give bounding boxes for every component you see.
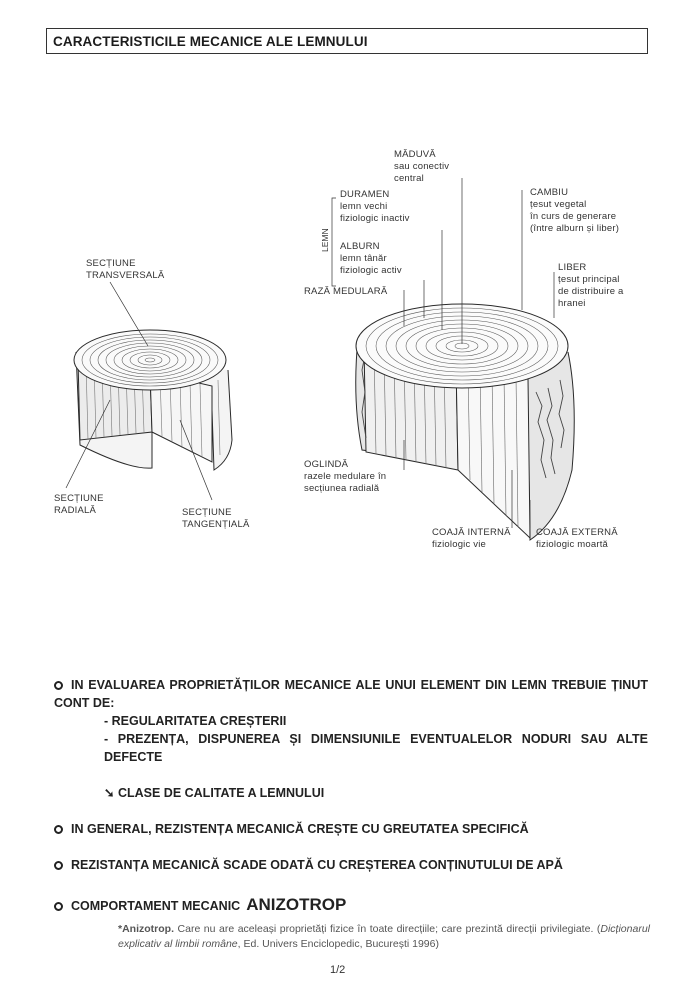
- label-sectiune-tangentiala: SECȚIUNE TANGENȚIALĂ: [182, 507, 250, 530]
- anizotrop-term: ANIZOTROP: [246, 895, 347, 914]
- label-duramen: DURAMEN lemn vechi fiziologic inactiv: [340, 189, 410, 224]
- label-liber: LIBER țesut principal de distribuire a hranei: [558, 262, 624, 309]
- label-lemn-vertical: LEMN: [320, 228, 330, 252]
- bullet-rezistenta-creste: IN GENERAL, REZISTENȚA MECANICĂ CREȘTE CU GREUTATEA SPECIFICĂ: [54, 820, 648, 838]
- bullet-dot: [54, 861, 63, 870]
- label-maduva: MĂDUVĂ sau conectiv central: [394, 149, 450, 184]
- label-raza-medulara: RAZĂ MEDULARĂ: [304, 286, 388, 297]
- arrow-icon: ➘: [104, 786, 118, 800]
- label-coaja-externa: COAJĂ EXTERNĂ fiziologic moartă: [536, 527, 618, 550]
- label-alburn: ALBURN lemn tânăr fiziologic activ: [340, 241, 402, 276]
- right-log-illustration: [356, 304, 575, 540]
- page-number: 1/2: [330, 964, 346, 976]
- footnote-source: Dicționarul explicativ al limbii române: [118, 923, 650, 950]
- bullet-evaluare: [54, 676, 648, 712]
- footnote-definition: *Anizotrop. Care nu are aceleași proprietăți fizice în toate direcțiile; care prezintă direcții privilegiate. (Dicționarul explicativ al limbii române, Ed. Univers Enciclopedic, București 1996): [118, 923, 650, 950]
- sub-item-regularitate: - REGULARITATEA CREȘTERII: [104, 714, 287, 728]
- label-oglinda: OGLINDĂ razele medulare în secțiunea radială: [304, 459, 387, 494]
- label-sectiune-transversala: SECȚIUNE TRANSVERSALĂ: [86, 258, 165, 281]
- label-sectiune-radiala: SECȚIUNE RADIALĂ: [54, 493, 104, 516]
- bullet-rezistanta-scade: REZISTANȚA MECANICĂ SCADE ODATĂ CU CREȘTEREA CONȚINUTULUI DE APĂ: [54, 856, 648, 874]
- label-cambiu: CAMBIU țesut vegetal în curs de generare (între alburn și liber): [530, 187, 620, 234]
- footnote-term: *Anizotrop.: [118, 923, 174, 935]
- arrow-item-clase: ➘ CLASE DE CALITATE A LEMNULUI: [104, 786, 325, 800]
- page-title: CARACTERISTICILE MECANICE ALE LEMNULUI: [53, 34, 368, 49]
- bullet-evaluare-text: IN EVALUAREA PROPRIETĂȚILOR MECANICE ALE UNUI ELEMENT DIN LEMN TREBUIE ȚINUT CONT DE:: [54, 678, 648, 710]
- bullet-dot: [54, 825, 63, 834]
- label-coaja-interna: COAJĂ INTERNĂ fiziologic vie: [432, 527, 511, 550]
- bullet-dot: [54, 681, 63, 690]
- bullet-comportament: COMPORTAMENT MECANIC ANIZOTROP: [54, 896, 648, 915]
- bullet-dot: [54, 902, 63, 911]
- left-log-illustration: [74, 330, 232, 470]
- sub-item-prezenta: - PREZENȚA, DISPUNEREA ȘI DIMENSIUNILE EVENTUALELOR NODURI SAU ALTE DEFECTE: [104, 732, 648, 764]
